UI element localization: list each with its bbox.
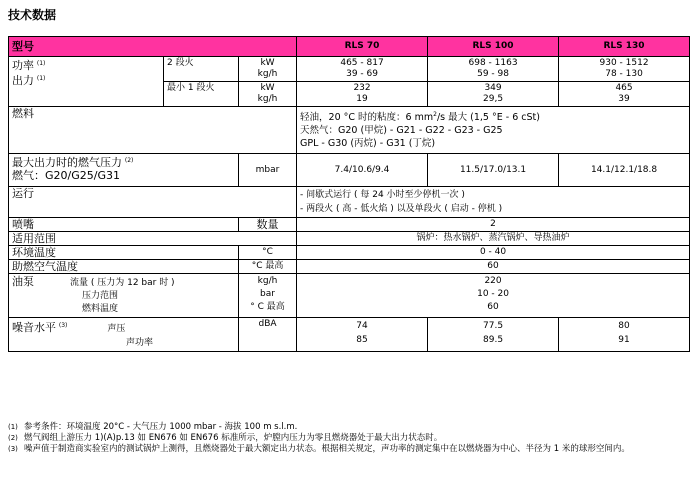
footnotes xyxy=(8,422,694,455)
footnote: (2) 燃气阀组上游压力 1)(A)p.13 如 EN676 如 EN676 标准所示，炉膛内压力为零且燃烧器处于最大出力状态时。 xyxy=(8,433,443,443)
pump-label: 油泵 流量 ( 压力为 12 bar 时 ) 压力范围 燃料温度 xyxy=(9,274,239,318)
airtemp-label: 助燃空气温度 xyxy=(9,260,239,274)
cell: 11.5/17.0/13.1 xyxy=(428,154,559,187)
pump-row xyxy=(9,274,690,318)
header-row xyxy=(9,37,690,57)
application-value: 锅炉：热水锅炉、蒸汽锅炉、导热油炉 xyxy=(297,232,690,246)
airtemp-row xyxy=(9,260,690,274)
power-row-stage2 xyxy=(9,57,690,82)
operation-value: - 间歇式运行 ( 每 24 小时至少停机一次 ) - 两段火 ( 高 - 低火焰 ) 以及单段火 ( 启动 - 停机 ) xyxy=(297,187,690,218)
cell: 232 19 xyxy=(297,82,428,107)
gas-pressure-row xyxy=(9,154,690,187)
ambient-label: 环境温度 xyxy=(9,246,239,260)
ambient-row xyxy=(9,246,690,260)
pump-units: kg/h bar ° C 最高 xyxy=(239,274,297,318)
cell: 698 - 1163 59 - 98 xyxy=(428,57,559,82)
cell: 930 - 1512 78 - 130 xyxy=(559,57,690,82)
unit: mbar xyxy=(239,154,297,187)
noise-label: 噪音水平 $^{(3)}$ 声压 声功率 xyxy=(9,318,239,352)
spec-table xyxy=(8,36,690,352)
pump-values: 220 10 - 20 60 xyxy=(297,274,690,318)
stage1-label: 最小 1 段火 xyxy=(164,82,239,107)
stage2-label: 2 段火 xyxy=(164,57,239,82)
power-label: 功率 $^{(1)}$ 出力 $^{(1)}$ xyxy=(9,57,164,107)
cell: 349 29,5 xyxy=(428,82,559,107)
power-units: kW kg/h xyxy=(239,57,297,82)
gas-pressure-label: 最大出力时的燃气压力 $^{(2)}$ 燃气：G20/G25/G31 xyxy=(9,154,239,187)
cell: 465 39 xyxy=(559,82,690,107)
cell: 14.1/12.1/18.8 xyxy=(559,154,690,187)
operation-row xyxy=(9,187,690,218)
cell: 7.4/10.6/9.4 xyxy=(297,154,428,187)
noise-row xyxy=(9,318,690,352)
unit: °C xyxy=(239,246,297,260)
model-rls130: RLS 130 xyxy=(559,37,690,57)
fuel-row xyxy=(9,107,690,154)
fuel-value: 轻油，20 °C 时的粘度：6 $mm^2/s$ 最大 (1,5 °E - 6 cSt) 天然气：G20 (甲烷) - G21 - G22 - G23 - G25 GPL - G30 (丙烷) - G31 (丁烷) xyxy=(297,107,690,154)
airtemp-value: 60 xyxy=(297,260,690,274)
model-rls70: RLS 70 xyxy=(297,37,428,57)
power-units: kW kg/h xyxy=(239,82,297,107)
unit: 数量 xyxy=(239,218,297,232)
nozzle-row xyxy=(9,218,690,232)
footnote: (3) 噪声值于制造商实验室内的测试锅炉上测得，且燃烧器处于最大额定出力状态。根据相关规定，声功率的测定集中在以燃烧器为中心、半径为 1 米的球形空间内。 xyxy=(8,444,630,454)
unit: dBA xyxy=(239,318,297,352)
model-rls100: RLS 100 xyxy=(428,37,559,57)
model-label: 型号 xyxy=(9,37,297,57)
operation-label: 运行 xyxy=(9,187,297,218)
ambient-value: 0 - 40 xyxy=(297,246,690,260)
nozzle-value: 2 xyxy=(297,218,690,232)
fuel-label: 燃料 xyxy=(9,107,297,154)
nozzle-label: 喷嘴 xyxy=(9,218,239,232)
unit: °C 最高 xyxy=(239,260,297,274)
footnote: (1) 参考条件：环境温度 20°C - 大气压力 1000 mbar - 海拔 100 m s.l.m. xyxy=(8,422,298,432)
cell: 77.5 89.5 xyxy=(428,318,559,352)
cell: 465 - 817 39 - 69 xyxy=(297,57,428,82)
cell: 74 85 xyxy=(297,318,428,352)
page-title: 技术数据 xyxy=(8,8,57,22)
application-label: 适用范围 xyxy=(9,232,297,246)
application-row xyxy=(9,232,690,246)
cell: 80 91 xyxy=(559,318,690,352)
